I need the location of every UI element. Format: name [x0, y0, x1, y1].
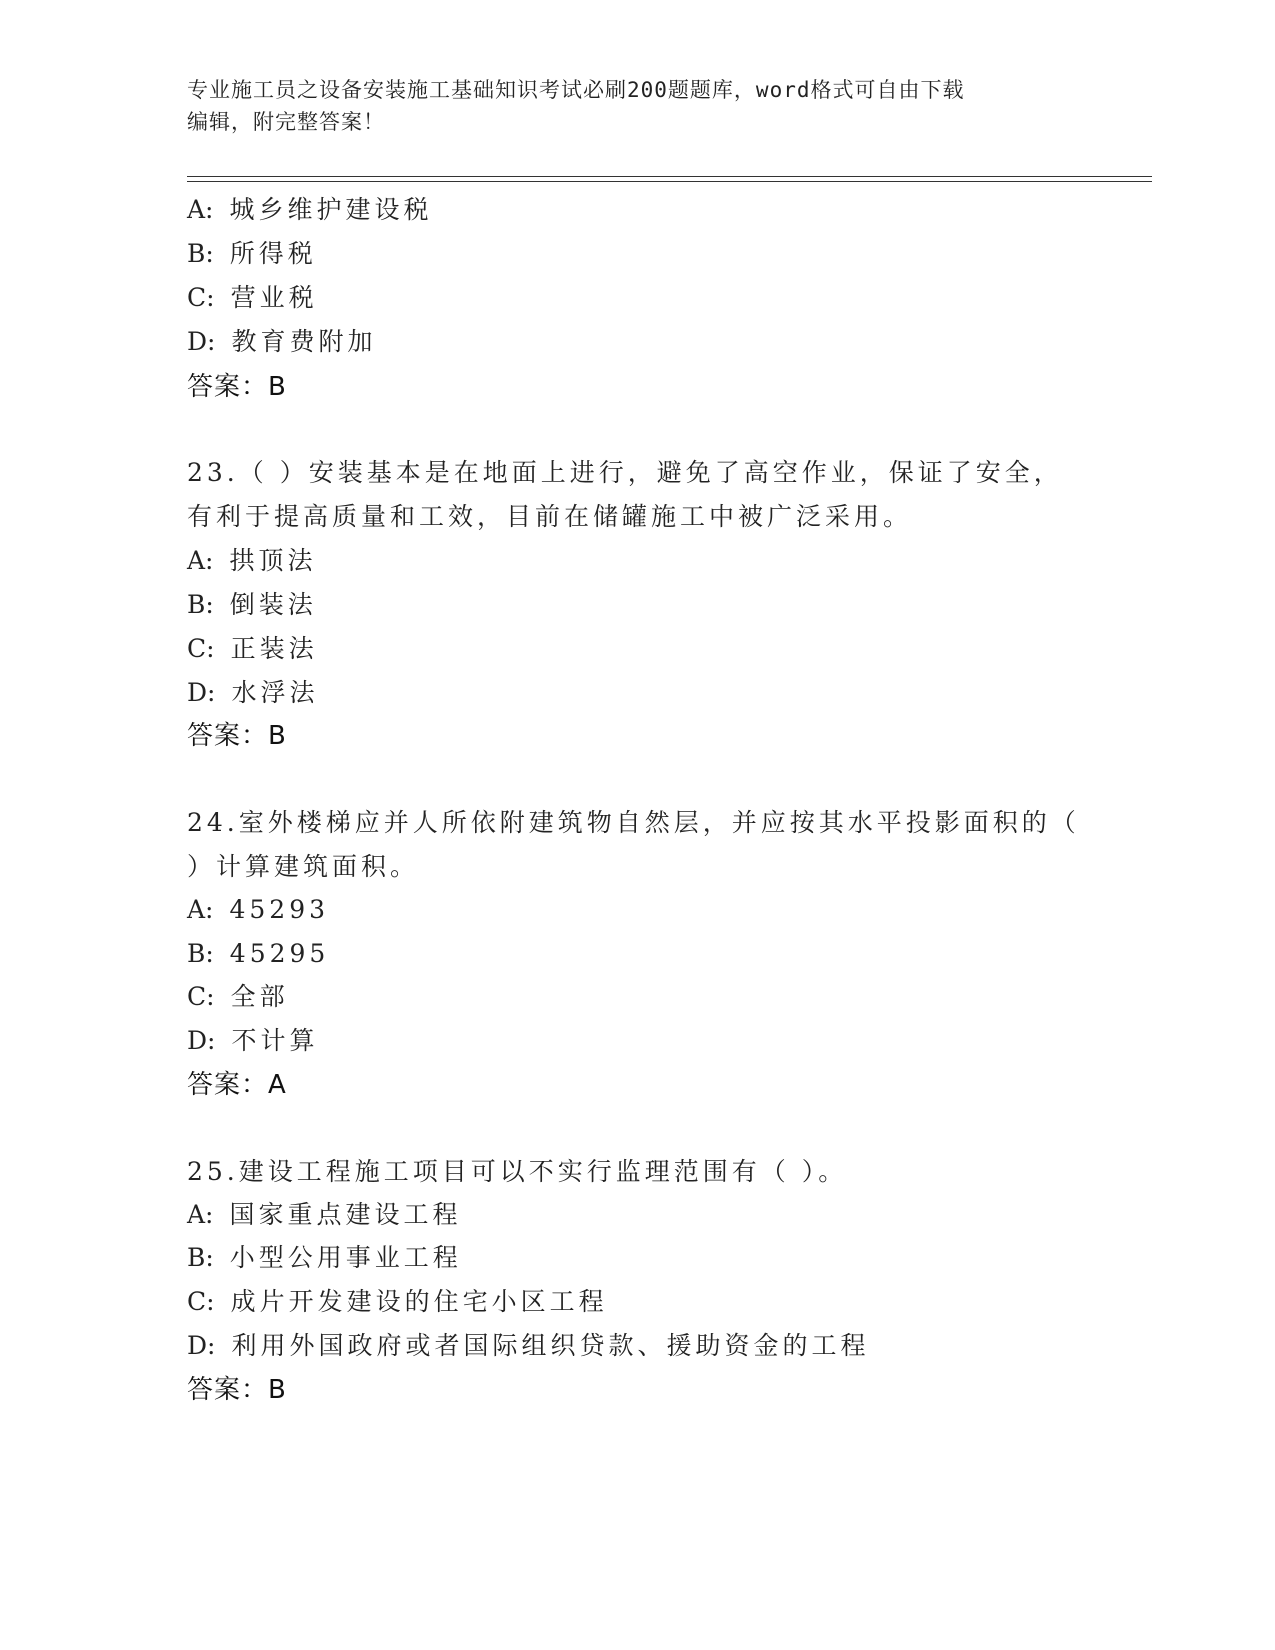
option-text: 拱顶法 [229, 546, 317, 575]
q25-answer: 答案：B [187, 1375, 287, 1405]
q24-option-d [187, 1024, 318, 1058]
q23-option-a [187, 544, 317, 578]
option-text: 不计算 [231, 1026, 319, 1055]
option-label: D: [187, 678, 216, 707]
option-text: 45293 [229, 895, 330, 924]
option-label: B: [187, 239, 214, 268]
option-label: C: [187, 982, 215, 1011]
q24-stem-line-1: 24.室外楼梯应并人所依附建筑物自然层，并应按其水平投影面积的（ [187, 808, 1080, 837]
option-label: B: [187, 1243, 214, 1272]
q23-option-d [187, 676, 318, 710]
option-text: 城乡维护建设税 [229, 195, 433, 224]
q25-option-c [187, 1285, 608, 1319]
option-label: C: [187, 283, 215, 312]
option-label: B: [187, 590, 214, 619]
q22-option-c [187, 281, 318, 315]
option-text: 45295 [229, 939, 330, 968]
option-label: D: [187, 327, 216, 356]
q22-answer: 答案：B [187, 372, 287, 402]
option-label: B: [187, 939, 214, 968]
option-text: 水浮法 [231, 678, 319, 707]
q23-answer: 答案：B [187, 721, 287, 751]
header-line-2: 编辑，附完整答案！ [187, 110, 385, 134]
option-label: C: [187, 634, 215, 663]
q23-option-b [187, 588, 317, 622]
option-text: 全部 [230, 982, 289, 1011]
option-text: 国家重点建设工程 [229, 1200, 462, 1229]
option-label: D: [187, 1331, 216, 1360]
option-label: A: [187, 895, 214, 924]
q25-option-d [187, 1329, 869, 1363]
document-header [187, 74, 1067, 138]
option-text: 教育费附加 [231, 327, 377, 356]
option-label: A: [187, 195, 214, 224]
option-label: A: [187, 1200, 214, 1229]
q24-answer: 答案：A [187, 1070, 287, 1100]
option-text: 利用外国政府或者国际组织贷款、援助资金的工程 [231, 1331, 870, 1360]
q23-option-c [187, 632, 318, 666]
q22-option-a [187, 193, 433, 227]
option-text: 营业税 [230, 283, 318, 312]
q23-stem-line-2: 有利于提高质量和工效，目前在储罐施工中被广泛采用。 [187, 502, 913, 531]
q24-option-b [187, 937, 329, 971]
q24-option-a [187, 893, 329, 927]
header-line-1: 专业施工员之设备安装施工基础知识考试必刷200题题库，word格式可自由下载 [187, 78, 965, 102]
q24-option-c [187, 980, 289, 1014]
header-divider-bottom [187, 181, 1152, 182]
option-label: A: [187, 546, 214, 575]
option-text: 正装法 [230, 634, 318, 663]
q23-stem-line-1: 23.（ ）安装基本是在地面上进行，避免了高空作业，保证了安全， [187, 458, 1063, 487]
header-divider-top [187, 176, 1152, 177]
q25-option-b [187, 1241, 462, 1275]
q25-stem-line-1: 25.建设工程施工项目可以不实行监理范围有（ ）。 [187, 1157, 848, 1186]
option-text: 倒装法 [229, 590, 317, 619]
q22-option-b [187, 237, 317, 271]
option-text: 成片开发建设的住宅小区工程 [230, 1287, 608, 1316]
q22-option-d [187, 325, 376, 359]
option-text: 小型公用事业工程 [229, 1243, 462, 1272]
option-text: 所得税 [229, 239, 317, 268]
q25-option-a [187, 1198, 462, 1232]
option-label: C: [187, 1287, 215, 1316]
q24-stem-line-2: ）计算建筑面积。 [187, 852, 420, 881]
option-label: D: [187, 1026, 216, 1055]
